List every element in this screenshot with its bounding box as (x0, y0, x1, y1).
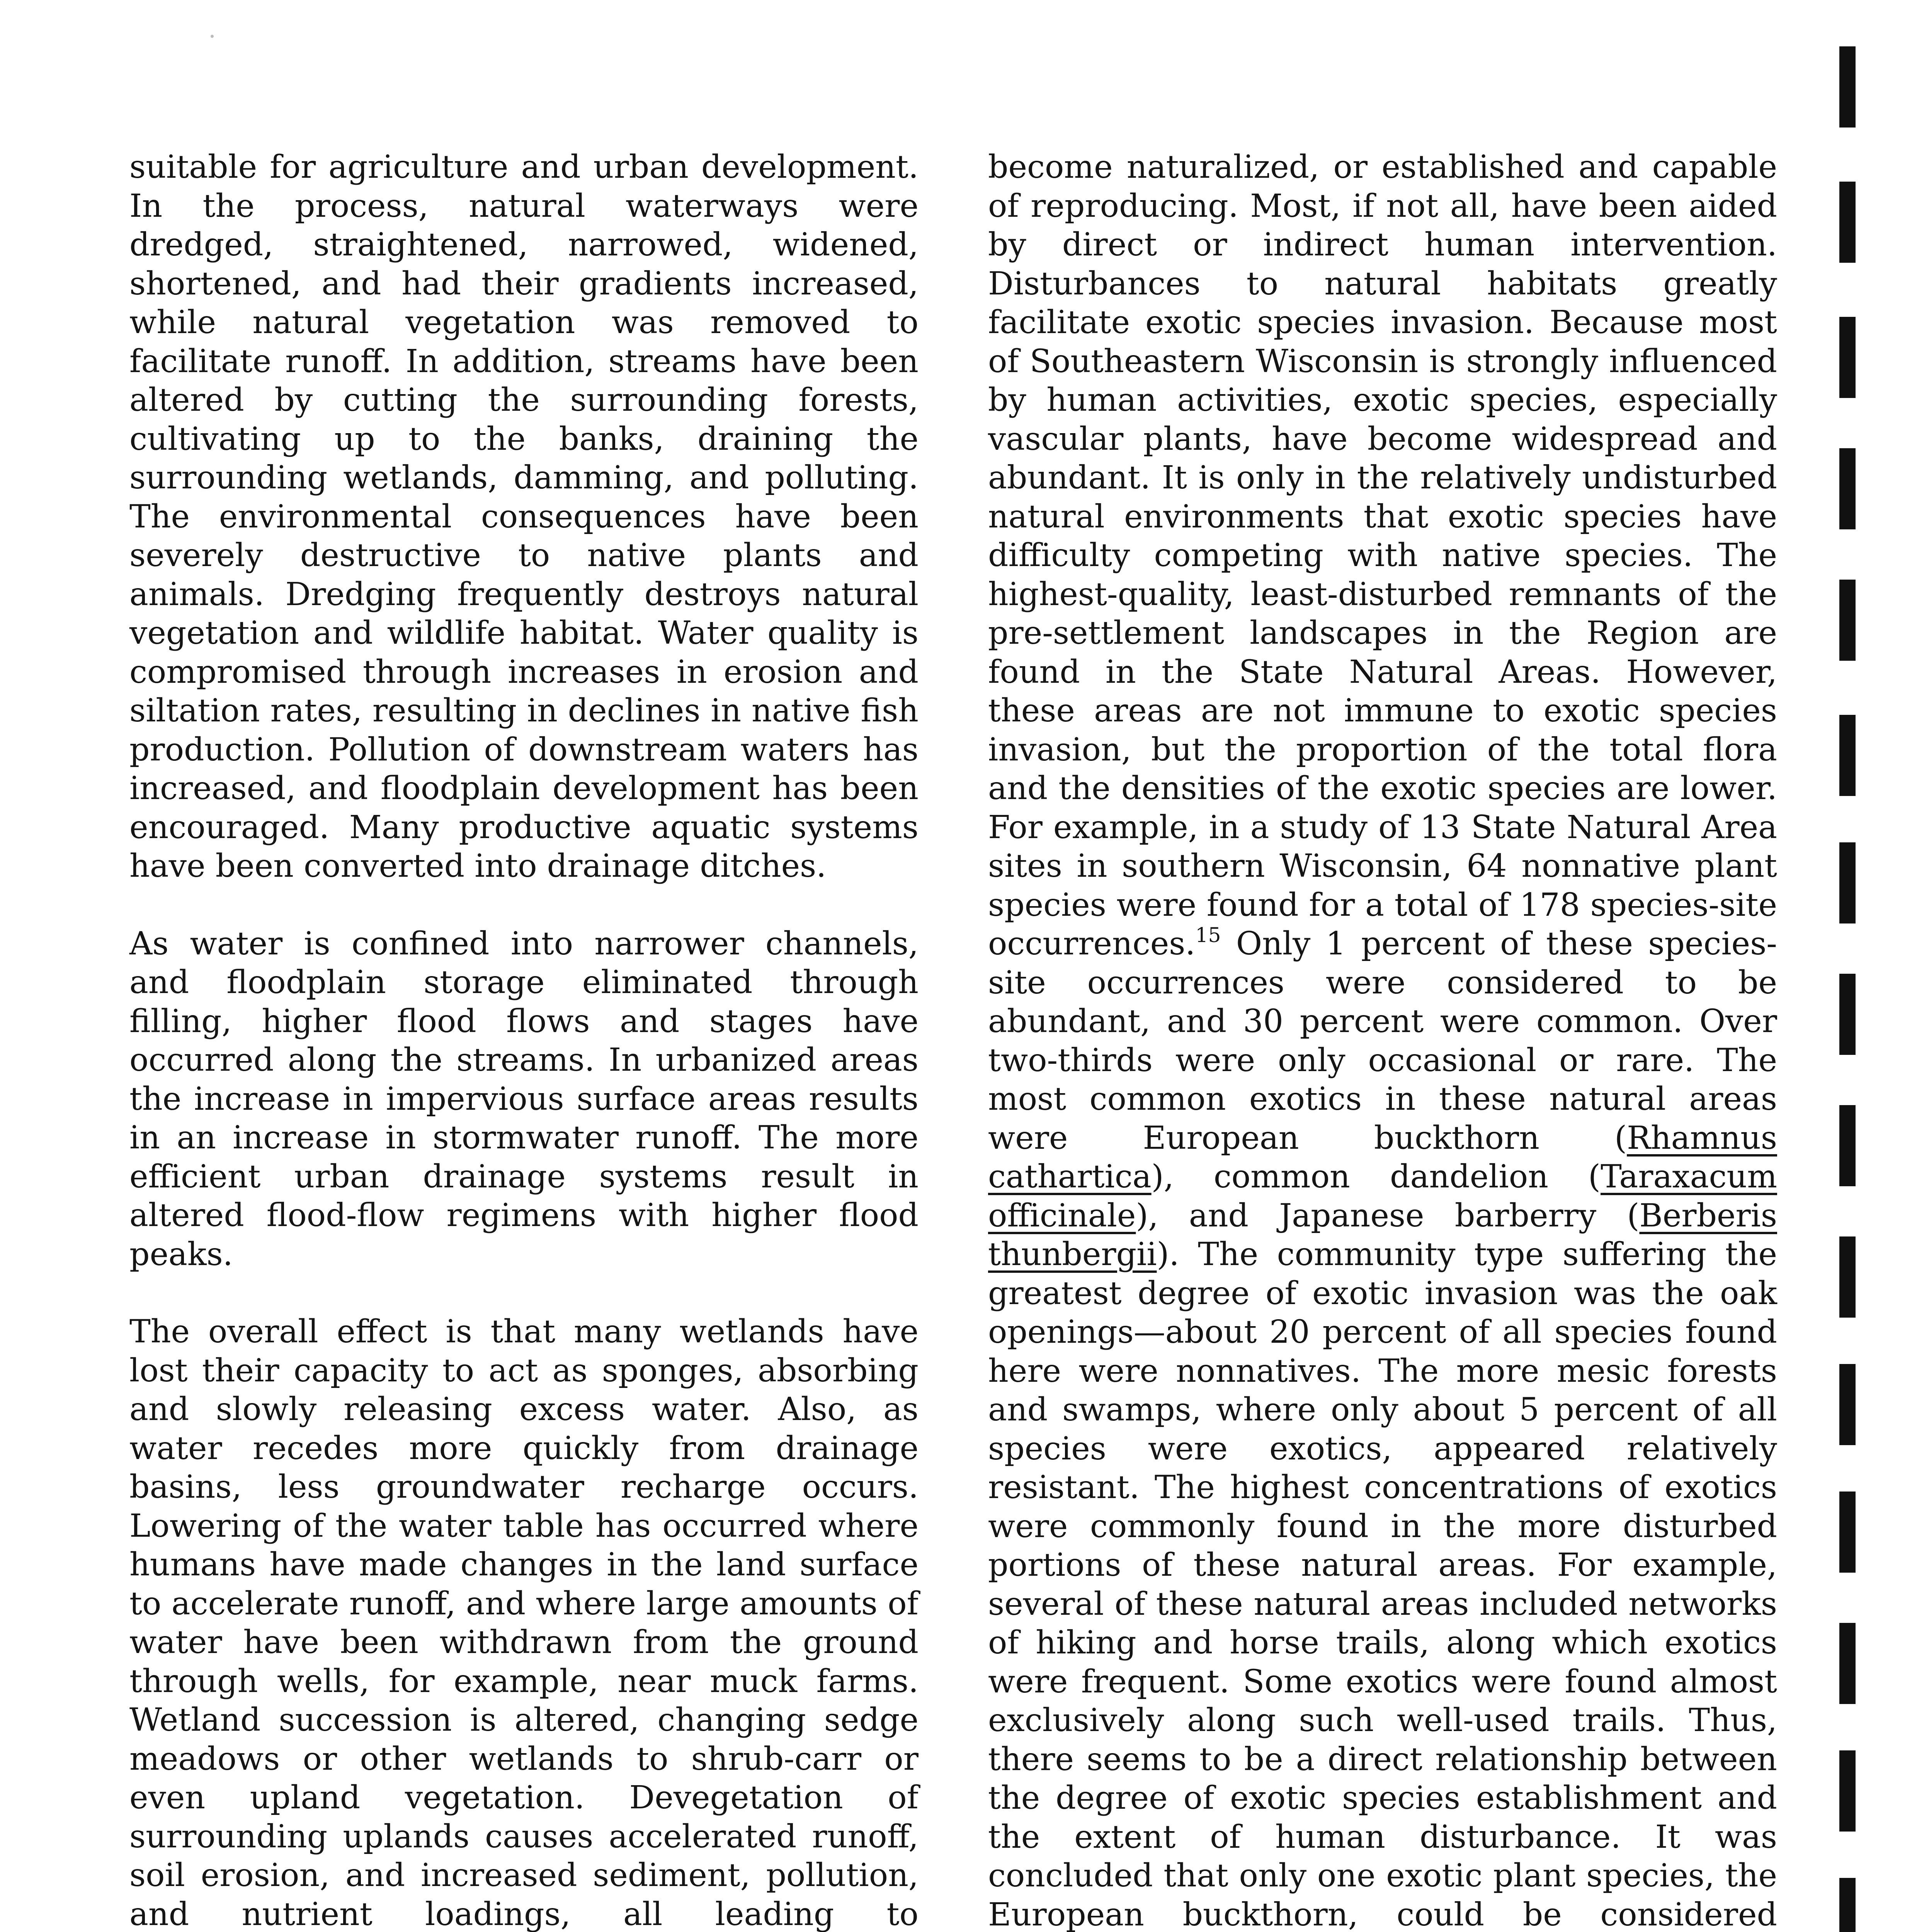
species-name-taraxacum: Taraxacum officinale (988, 1158, 1777, 1234)
binding-mark (1839, 1105, 1856, 1186)
footnote-reference: 15 (1195, 924, 1221, 947)
binding-mark (1839, 1878, 1856, 1932)
binding-mark (1839, 317, 1856, 398)
binding-mark (1839, 1364, 1856, 1445)
binding-mark (1839, 715, 1856, 796)
scan-speck (211, 35, 214, 38)
binding-mark (1839, 1623, 1856, 1704)
left-column (129, 148, 919, 1932)
species-name-berberis: Berberis thunbergii (988, 1197, 1777, 1273)
binding-mark (1839, 1492, 1856, 1573)
binding-mark (1839, 1236, 1856, 1318)
text-run: Only 1 percent of these species-site occurrences were considered to be abundant, and 30 percent were common. Over two-thirds were only occasional or rare. The most common exotics in these natural areas were European buckthorn ( (988, 925, 1777, 1156)
binding-marks (1839, 0, 1886, 1932)
binding-mark (1839, 842, 1856, 923)
species-name-rhamnus: Rhamnus cathartica (988, 1119, 1777, 1195)
right-column (988, 148, 1777, 1932)
binding-mark (1839, 448, 1856, 529)
paragraph-streams-alteration: suitable for agriculture and urban development. In the process, natural waterways were dredged, straightened, narrowed, widened, shortened, and had their gradients increased, while natural vegetation was removed to facilitate runoff. In addition, streams have been altered by cutting the surrounding forests, cultivating up to the banks, draining the surrounding wetlands, damming, and polluting. The environmental consequences have been severely destructive to native plants and animals. Dredging frequently destroys natural vegetation and wildlife habitat. Water quality is compromised through increases in erosion and siltation rates, resulting in declines in native fish production. Pollution of downstream waters has increased, and floodplain development has been encouraged. Many productive aquatic systems have been converted into drainage ditches. (129, 149, 919, 884)
binding-mark (1839, 580, 1856, 661)
text-run: ). The community type suffering the greatest degree of exotic invasion was the oak openings—about 20 percent of all species found here were nonnatives. The more mesic forests and swamps, where only about 5 percent of all species were exotics, appeared relatively resistant. The highest concentrations of exotics were commonly found in the more disturbed portions of these natural areas. For example, several of these natural areas included networks of hiking and horse trails, along which exotics were frequent. Some exotics were found almost exclusively along such well-used trails. Thus, there seems to be a direct relationship between the degree of exotic species establishment and the extent of human disturbance. It was concluded that only one exotic plant species, the European buckthorn, could be considered (988, 1236, 1777, 1932)
paragraph-flood-flows: As water is confined into narrower channels, and floodplain storage eliminated through filling, higher flood flows and stages have occurred along the streams. In urbanized areas the increase in impervious surface areas results in an increase in stormwater runoff. The more efficient urban drainage systems result in altered flood-flow regimens with higher flood peaks. (129, 925, 919, 1273)
paragraph-wetland-effects: The overall effect is that many wetlands have lost their capacity to act as sponges, absorbing and slowly releasing excess water. Also, as water recedes more quickly from drainage basins, less groundwater recharge occurs. Lowering of the water table has occurred where humans have made changes in the land surface to accelerate runoff, and where large amounts of water have been withdrawn from the ground through wells, for example, near muck farms. Wetland succession is altered, changing sedge meadows or other wetlands to shrub-carr or even upland vegetation. Devegetation of surrounding uplands causes accelerated runoff, soil erosion, and increased sediment, pollution, and nutrient loadings, all leading to (129, 1313, 919, 1932)
text-run: ), common dandelion ( (1151, 1158, 1601, 1195)
binding-mark (1839, 46, 1856, 128)
text-run: become naturalized, or established and capable of reproducing. Most, if not all, have been aided by direct or indirect human intervention. Disturbances to natural habitats greatly facilitate exotic species invasion. Because most of Southeastern Wisconsin is strongly influenced by human activities, exotic species, especially vascular plants, have become widespread and abundant. It is only in the relatively undisturbed natural environments that exotic species have difficulty competing with native species. The highest-quality, least-disturbed remnants of the pre-settlement landscapes in the Region are found in the State Natural Areas. However, these areas are not immune to exotic species invasion, but the proportion of the total flora and the densities of the exotic species are lower. For example, in a study of 13 State Natural Area sites in southern Wisconsin, 64 nonnative plant species were found for a total of 178 species-site occurrences. (988, 149, 1777, 962)
paragraph-exotic-species-continued (988, 148, 1777, 1932)
text-run: ), and Japanese barberry ( (1136, 1197, 1640, 1234)
binding-mark (1839, 974, 1856, 1055)
binding-mark (1839, 182, 1856, 263)
binding-mark (1839, 1750, 1856, 1832)
